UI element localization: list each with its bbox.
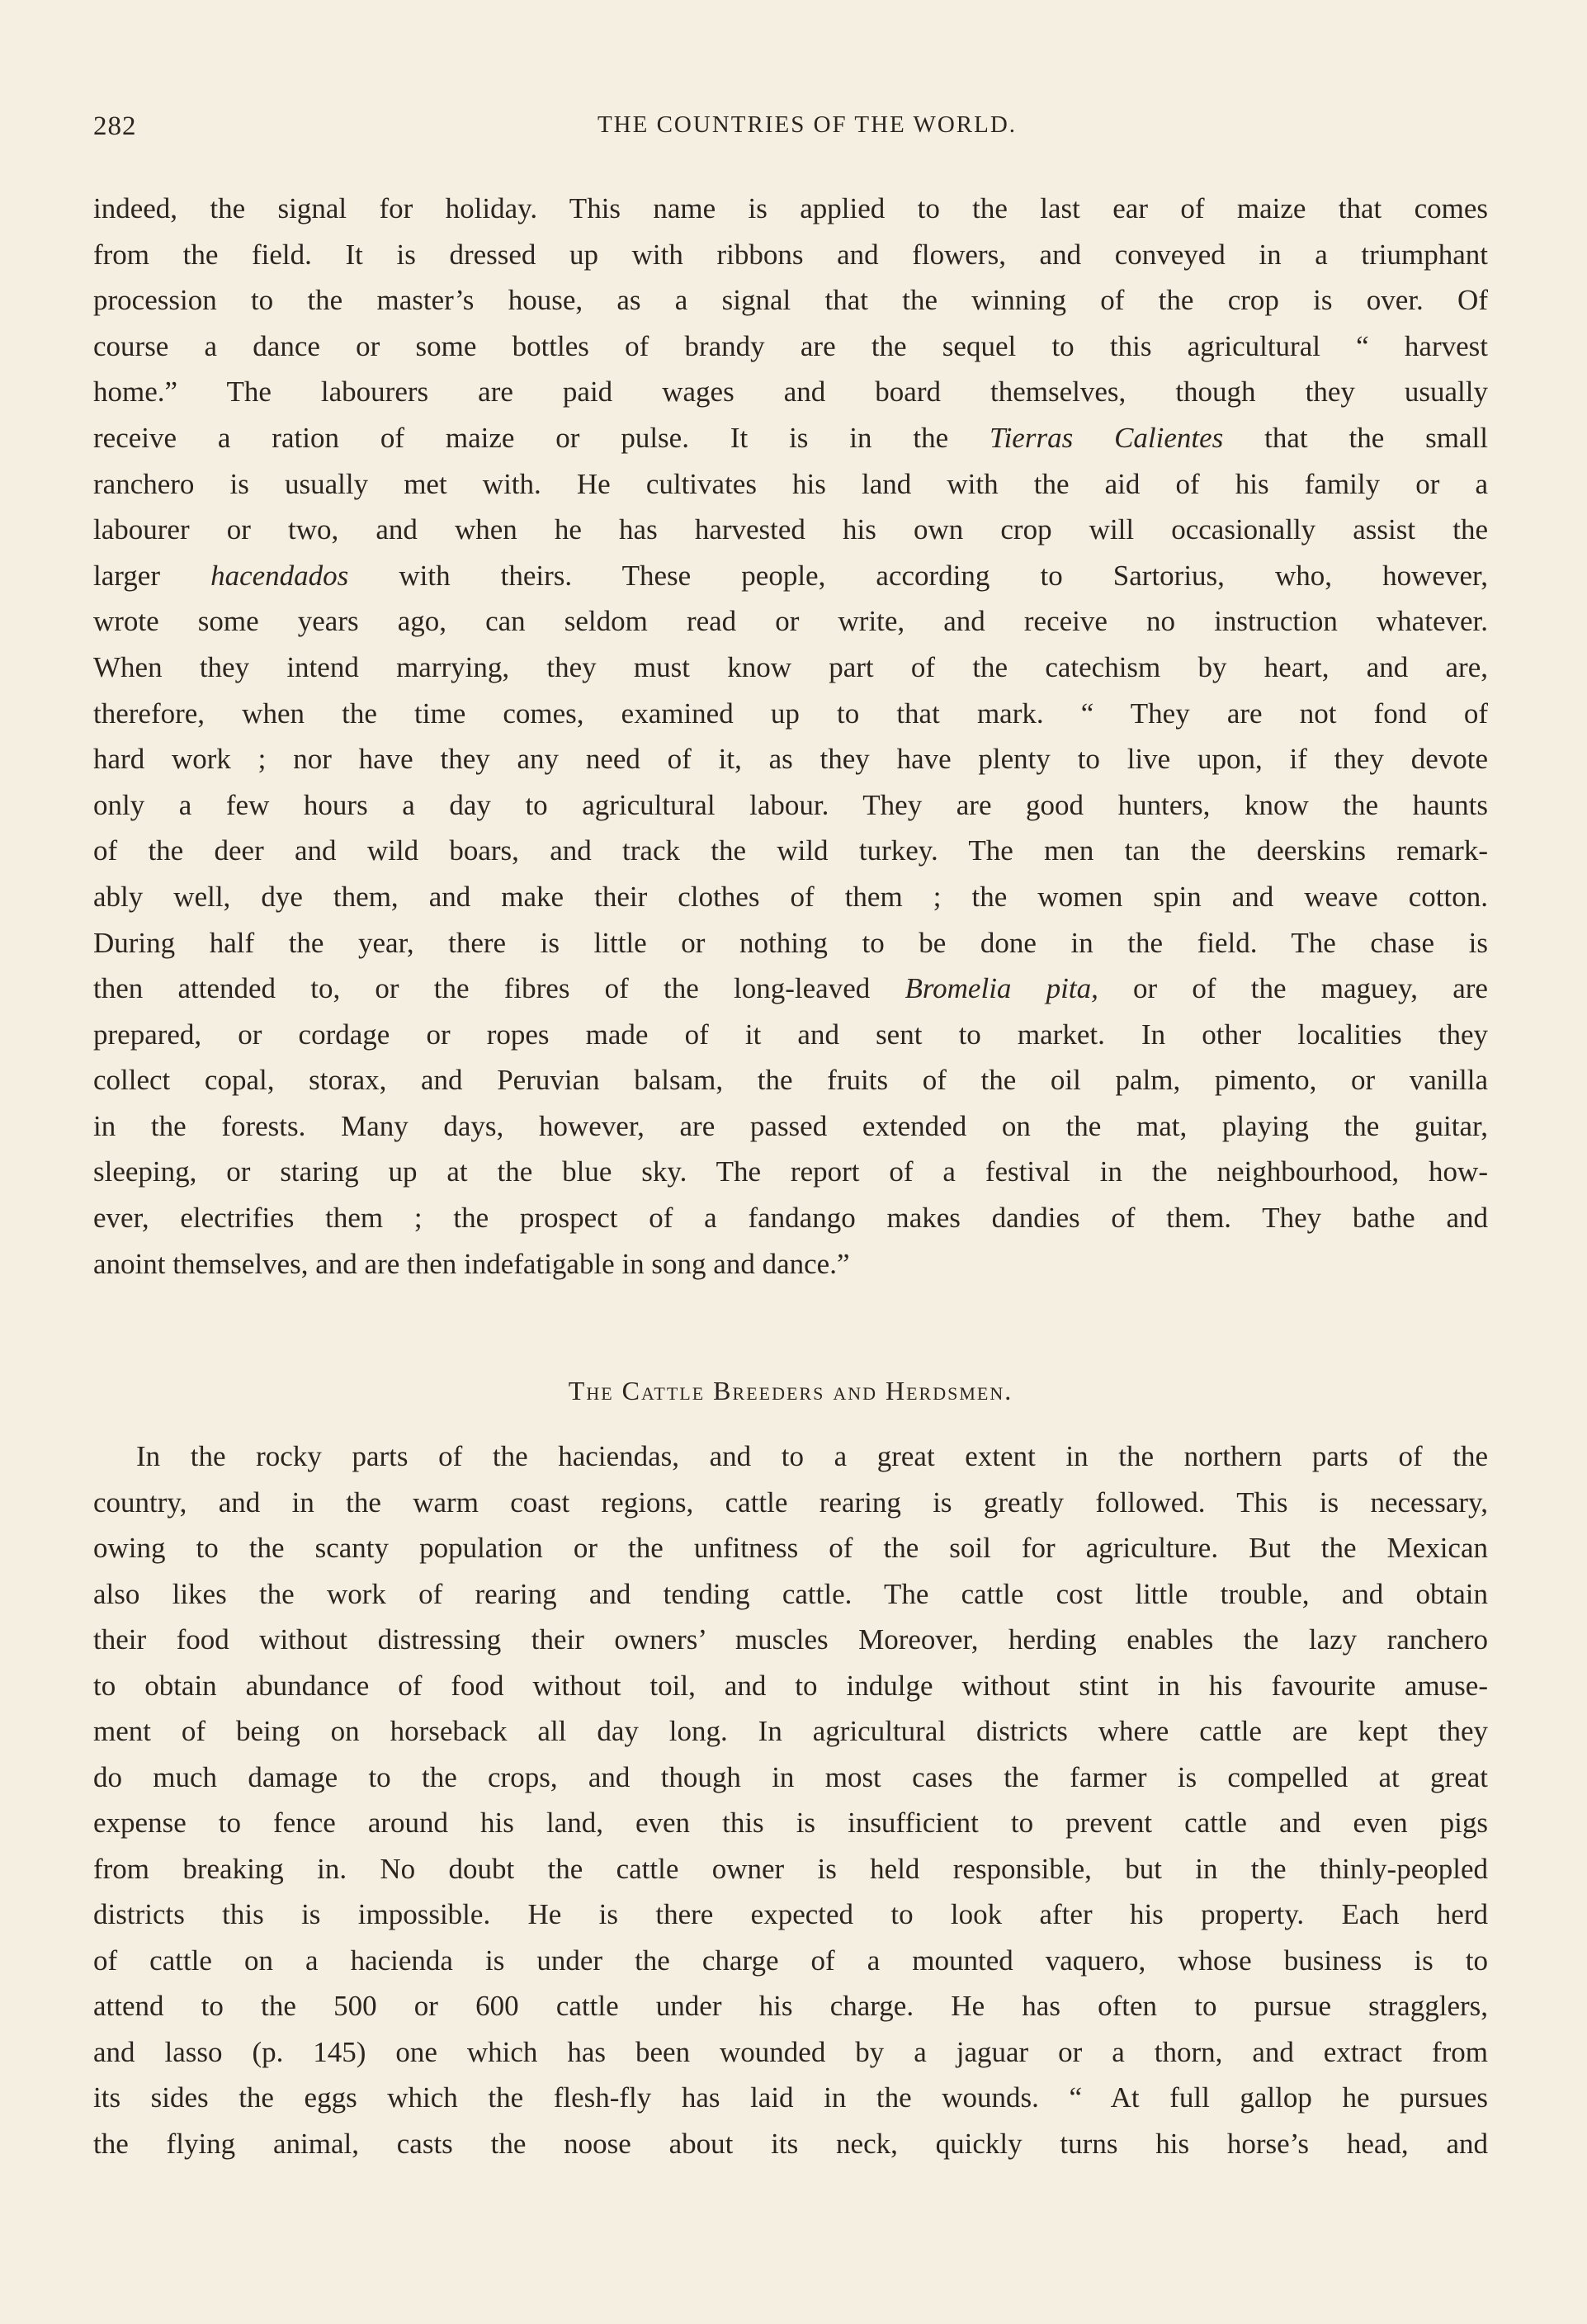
- text-run: or of the maguey, are: [1098, 972, 1488, 1005]
- running-title: THE COUNTRIES OF THE WORLD.: [597, 111, 1018, 138]
- page-number: 282: [93, 111, 137, 141]
- text-line: the flying animal, casts the noose about its neck, quickly turns his horse’s head, and: [93, 2127, 1488, 2160]
- text-line: its sides the eggs which the flesh-fly has laid in the wounds. “ At full gallop he pursues: [93, 2081, 1488, 2114]
- text-line: During half the year, there is little or nothing to be done in the field. The chase is: [93, 926, 1488, 959]
- text-line: from breaking in. No doubt the cattle owner is held responsible, but in the thinly-peopled: [93, 1852, 1488, 1885]
- italic-term: Tierras Calientes: [990, 421, 1224, 454]
- text-line: anoint themselves, and are then indefatigable in song and dance.”: [93, 1247, 850, 1280]
- text-line: hard work ; nor have they any need of it, as they have plenty to live upon, if they devote: [93, 743, 1488, 776]
- text-line: [93, 415, 1488, 461]
- text-line: labourer or two, and when he has harvested his own crop will occasionally assist the: [93, 513, 1488, 546]
- text-line: attend to the 500 or 600 cattle under his charge. He has often to pursue stragglers,: [93, 1990, 1488, 2022]
- text-line: ment of being on horseback all day long. In agricultural districts where cattle are kept they: [93, 1715, 1488, 1747]
- text-line: indeed, the signal for holiday. This name is applied to the last ear of maize that comes: [93, 192, 1488, 224]
- text-line: only a few hours a day to agricultural labour. They are good hunters, know the haunts: [93, 788, 1488, 821]
- text-line: sleeping, or staring up at the blue sky. The report of a festival in the neighbourhood, how-: [93, 1155, 1488, 1188]
- section-heading: The Cattle Breeders and Herdsmen.: [568, 1376, 1013, 1405]
- text-line: their food without distressing their owners’ muscles Moreover, herding enables the lazy ranchero: [93, 1623, 1488, 1656]
- text-line: and lasso (p. 145) one which has been wounded by a jaguar or a thorn, and extract from: [93, 2035, 1488, 2068]
- text-line: from the field. It is dressed up with ribbons and flowers, and conveyed in a triumphant: [93, 238, 1488, 271]
- text-run: receive a ration of maize or pulse. It is in the: [93, 421, 990, 454]
- text-run: then attended to, or the fibres of the long-leaved: [93, 972, 905, 1005]
- text-line: collect copal, storax, and Peruvian balsam, the fruits of the oil palm, pimento, or vanilla: [93, 1064, 1488, 1097]
- text-line: country, and in the warm coast regions, cattle rearing is greatly followed. This is necessary,: [93, 1486, 1488, 1519]
- italic-term: hacendados: [210, 559, 349, 592]
- text-line: also likes the work of rearing and tending cattle. The cattle cost little trouble, and obtain: [93, 1577, 1488, 1610]
- text-line: prepared, or cordage or ropes made of it and sent to market. In other localities they: [93, 1018, 1488, 1051]
- paragraph-harvest: [93, 186, 1488, 1287]
- text-line: When they intend marrying, they must know part of the catechism by heart, and are,: [93, 650, 1488, 683]
- text-line: home.” The labourers are paid wages and board themselves, though they usually: [93, 376, 1488, 409]
- paragraph-cattle: [93, 1434, 1488, 2166]
- text-line: procession to the master’s house, as a signal that the winning of the crop is over. Of: [93, 284, 1488, 317]
- italic-term: Bromelia pita,: [904, 972, 1098, 1005]
- text-line: ever, electrifies them ; the prospect of a fandango makes dandies of them. They bathe and: [93, 1202, 1488, 1235]
- text-line: in the forests. Many days, however, are passed extended on the mat, playing the guitar,: [93, 1109, 1488, 1142]
- text-line: districts this is impossible. He is there expected to look after his property. Each herd: [93, 1898, 1488, 1930]
- text-line: owing to the scanty population or the unfitness of the soil for agriculture. But the Mexican: [93, 1532, 1488, 1564]
- running-head: [93, 111, 1488, 148]
- text-line: [93, 553, 1488, 599]
- text-run: that the small: [1223, 421, 1488, 454]
- text-line: ranchero is usually met with. He cultivates his land with the aid of his family or a: [93, 467, 1488, 500]
- text-line: of cattle on a hacienda is under the charge of a mounted vaquero, whose business is to: [93, 1944, 1488, 1977]
- text-run: with theirs. These people, according to Sartorius, who, however,: [348, 559, 1488, 592]
- text-line: therefore, when the time comes, examined up to that mark. “ They are not fond of: [93, 697, 1488, 730]
- text-line: wrote some years ago, can seldom read or write, and receive no instruction whatever.: [93, 605, 1488, 638]
- text-line: course a dance or some bottles of brandy are the sequel to this agricultural “ harvest: [93, 329, 1488, 362]
- text-run: larger: [93, 559, 211, 592]
- text-line: ably well, dye them, and make their clothes of them ; the women spin and weave cotton.: [93, 880, 1488, 913]
- text-line: expense to fence around his land, even this is insufficient to prevent cattle and even pigs: [93, 1807, 1488, 1839]
- text-line: [93, 966, 1488, 1012]
- text-line: to obtain abundance of food without toil, and to indulge without stint in his favourite amuse-: [93, 1669, 1488, 1702]
- text-line: do much damage to the crops, and though in most cases the farmer is compelled at great: [93, 1760, 1488, 1793]
- text-line: of the deer and wild boars, and track the wild turkey. The men tan the deerskins remark-: [93, 834, 1488, 867]
- text-line: In the rocky parts of the haciendas, and to a great extent in the northern parts of the: [136, 1440, 1488, 1472]
